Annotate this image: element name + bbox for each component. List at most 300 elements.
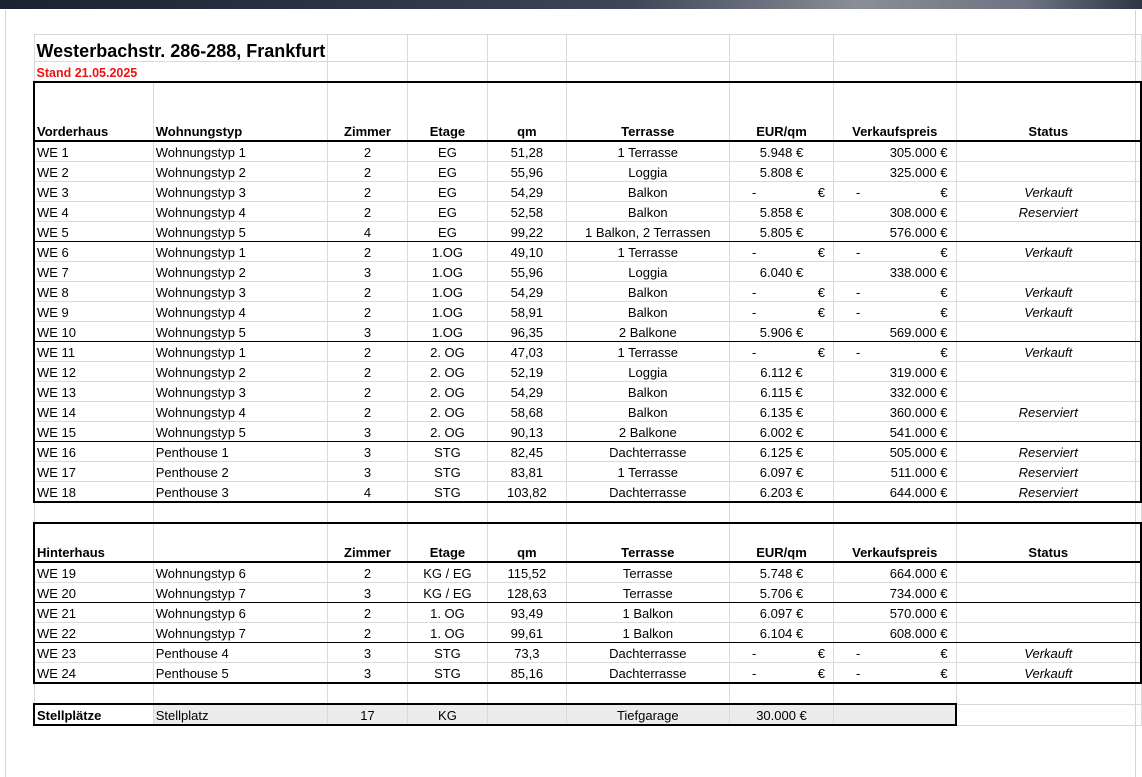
type-cell: Wohnungstyp 4 [153,402,328,422]
sale-price-cell-dash [836,646,954,662]
floor-cell: 1.OG [407,322,487,342]
status-cell [956,562,1141,583]
type-cell: Wohnungstyp 1 [153,242,328,262]
document-title: Westerbachstr. 286-288, Frankfurt [36,41,326,61]
rooms-cell: 4 [328,222,407,242]
dash-value: - [752,185,757,200]
terrace-header: Terrasse [566,523,729,562]
apartment-row [34,282,1141,302]
area-cell: 54,29 [488,382,566,402]
terrace-cell: Terrasse [566,562,729,583]
status-cell: Verkauft [956,282,1141,302]
apartment-row [34,482,1141,503]
status-cell [956,422,1141,442]
price-per-sqm-cell [730,302,834,322]
sale-price-cell-dash [836,305,954,321]
price-per-sqm-cell-dash [732,345,831,361]
currency-symbol: € [817,185,825,200]
terrace-cell: 1 Balkon [566,623,729,643]
floor-cell: STG [407,482,487,503]
type-cell: Penthouse 5 [153,663,328,684]
area-cell: 55,96 [488,262,566,282]
apartment-row [34,141,1141,162]
type-cell: Wohnungstyp 5 [153,322,328,342]
apartment-row [34,623,1141,643]
apartment-row [34,162,1141,182]
apartment-row [34,643,1141,663]
spacer-row [34,502,1141,523]
terrace-cell: 1 Terrasse [566,242,729,262]
floor-cell: 2. OG [407,362,487,382]
floor-cell: STG [407,663,487,684]
unit-cell: WE 23 [34,643,153,663]
price-per-sqm-cell-dash [732,646,831,662]
rooms-cell: 2 [328,302,407,322]
type-cell: Penthouse 1 [153,442,328,462]
rooms-cell: 3 [328,322,407,342]
status-cell [956,362,1141,382]
dash-value: - [855,345,861,360]
currency-symbol: € [940,185,948,200]
status-cell: Verkauft [956,643,1141,663]
unit-cell: WE 20 [34,583,153,603]
price-per-sqm-cell: 6.115 € [730,382,834,402]
apartment-row [34,182,1141,202]
terrace-cell: Loggia [566,362,729,382]
type-cell: Wohnungstyp 2 [153,362,328,382]
currency-symbol: € [940,285,948,300]
apartment-row [34,222,1141,242]
dash-value: - [855,305,861,320]
section-header: Vorderhaus [34,82,153,141]
currency-symbol: € [817,245,825,260]
status-cell: Reserviert [956,402,1141,422]
type-cell: Wohnungstyp 3 [153,282,328,302]
dash-value: - [752,646,757,661]
status-cell [956,141,1141,162]
terrace-cell: 2 Balkone [566,322,729,342]
rooms-cell: 2 [328,382,407,402]
floor-cell: KG / EG [407,562,487,583]
terrace-cell: Balkon [566,202,729,222]
type-cell: Wohnungstyp 2 [153,262,328,282]
spacer-row [34,683,1141,704]
floor-cell: 2. OG [407,402,487,422]
rooms-cell: 2 [328,603,407,623]
apartment-row [34,603,1141,623]
terrace-cell: Balkon [566,182,729,202]
unit-cell: WE 4 [34,202,153,222]
price-per-sqm-cell [730,242,834,262]
dash-value: - [855,245,861,260]
type-cell: Wohnungstyp 5 [153,222,328,242]
status-cell: Reserviert [956,462,1141,482]
sale-price-cell [833,182,956,202]
terrace-cell: Balkon [566,382,729,402]
stellplatz-empty [488,704,566,725]
sale-price-cell: 332.000 € [833,382,956,402]
sale-price-cell: 505.000 € [833,442,956,462]
price-per-sqm-cell: 6.097 € [730,603,834,623]
unit-cell: WE 3 [34,182,153,202]
type-cell: Wohnungstyp 2 [153,162,328,182]
area-cell: 73,3 [488,643,566,663]
price-per-sqm-cell: 6.135 € [730,402,834,422]
currency-symbol: € [940,666,948,681]
column-header-row [34,523,1141,562]
unit-cell: WE 18 [34,482,153,503]
dash-value: - [752,345,757,360]
price-per-sqm-cell: 5.805 € [730,222,834,242]
status-cell: Verkauft [956,242,1141,262]
rooms-header: Zimmer [328,82,407,141]
page-edge-left [5,10,6,777]
price-per-sqm-cell: 5.706 € [730,583,834,603]
rooms-cell: 2 [328,202,407,222]
apartment-row [34,382,1141,402]
unit-cell: WE 12 [34,362,153,382]
price-per-sqm-cell-dash [732,185,831,201]
status-cell: Verkauft [956,302,1141,322]
apartment-row [34,442,1141,462]
floor-cell: 1.OG [407,302,487,322]
apartment-row [34,302,1141,322]
rooms-cell: 3 [328,663,407,684]
sale-price-cell: 319.000 € [833,362,956,382]
status-cell [956,262,1141,282]
sale-price-cell: 338.000 € [833,262,956,282]
type-cell: Wohnungstyp 1 [153,342,328,362]
floor-cell: 1.OG [407,282,487,302]
stand-cell [34,62,328,83]
terrace-cell: 1 Terrasse [566,342,729,362]
status-cell [956,222,1141,242]
sale-price-cell [833,282,956,302]
sale-price-cell: 308.000 € [833,202,956,222]
price-per-sqm-cell [730,643,834,663]
section-header: Hinterhaus [34,523,153,562]
floor-cell: 2. OG [407,382,487,402]
type-cell: Wohnungstyp 7 [153,583,328,603]
rooms-cell: 2 [328,242,407,262]
sale-price-cell-dash [836,245,954,261]
price-per-sqm-cell: 6.097 € [730,462,834,482]
floor-cell: 2. OG [407,422,487,442]
type-cell: Penthouse 2 [153,462,328,482]
unit-cell: WE 2 [34,162,153,182]
sale-price-cell [833,643,956,663]
dash-value: - [855,285,861,300]
sale-price-header: Verkaufspreis [833,523,956,562]
column-header-row [34,82,1141,141]
dash-value: - [752,285,757,300]
price-per-sqm-header: EUR/qm [730,82,834,141]
status-cell: Verkauft [956,663,1141,684]
sale-price-cell: 325.000 € [833,162,956,182]
area-cell: 51,28 [488,141,566,162]
title-cell [34,35,328,62]
area-cell: 83,81 [488,462,566,482]
currency-symbol: € [940,345,948,360]
area-cell: 90,13 [488,422,566,442]
sale-price-cell: 608.000 € [833,623,956,643]
floor-cell: 1.OG [407,262,487,282]
floor-cell: EG [407,222,487,242]
sale-price-cell: 511.000 € [833,462,956,482]
status-cell [956,583,1141,603]
rooms-cell: 3 [328,462,407,482]
dash-value: - [855,666,861,681]
dash-value: - [855,646,861,661]
stand-date: Stand 21.05.2025 [36,66,138,80]
status-cell [956,382,1141,402]
floor-header: Etage [407,523,487,562]
area-cell: 54,29 [488,182,566,202]
sale-price-cell: 541.000 € [833,422,956,442]
status-cell [956,603,1141,623]
sale-price-cell: 644.000 € [833,482,956,503]
currency-symbol: € [817,345,825,360]
area-cell: 99,61 [488,623,566,643]
rooms-header: Zimmer [328,523,407,562]
terrace-cell: Terrasse [566,583,729,603]
floor-cell: EG [407,162,487,182]
type-cell: Wohnungstyp 7 [153,623,328,643]
currency-symbol: € [940,245,948,260]
sale-price-cell [833,242,956,262]
floor-cell: 1.OG [407,242,487,262]
area-cell: 85,16 [488,663,566,684]
apartment-row [34,342,1141,362]
type-cell: Wohnungstyp 5 [153,422,328,442]
unit-cell: WE 10 [34,322,153,342]
status-header: Status [956,523,1141,562]
rooms-cell: 2 [328,362,407,382]
price-per-sqm-cell: 5.748 € [730,562,834,583]
dash-value: - [752,666,757,681]
dash-value: - [752,245,757,260]
apartment-row [34,583,1141,603]
rooms-cell: 2 [328,282,407,302]
stellplatz-row [34,704,1141,725]
type-cell: Wohnungstyp 4 [153,202,328,222]
stellplatz-type: Stellplatz [153,704,328,725]
stellplatz-count: 17 [328,704,407,725]
type-header [153,523,328,562]
unit-cell: WE 11 [34,342,153,362]
unit-cell: WE 8 [34,282,153,302]
status-cell [956,162,1141,182]
rooms-cell: 2 [328,402,407,422]
area-cell: 82,45 [488,442,566,462]
area-cell: 58,91 [488,302,566,322]
type-cell: Wohnungstyp 1 [153,141,328,162]
stellplatz-price: 30.000 € [730,704,834,725]
apartment-row [34,362,1141,382]
terrace-cell: 2 Balkone [566,422,729,442]
price-per-sqm-cell [730,182,834,202]
sale-price-cell: 734.000 € [833,583,956,603]
rooms-cell: 3 [328,422,407,442]
window-top-band [0,0,1142,9]
apartment-row [34,202,1141,222]
area-cell: 52,58 [488,202,566,222]
sale-price-cell-dash [836,345,954,361]
apartment-row [34,663,1141,684]
apartment-row [34,462,1141,482]
stellplatz-kind: Tiefgarage [566,704,729,725]
unit-cell: WE 6 [34,242,153,262]
stellplatz-empty [833,704,956,725]
sale-price-cell: 576.000 € [833,222,956,242]
rooms-cell: 3 [328,583,407,603]
floor-cell: 2. OG [407,342,487,362]
stellplatz-floor: KG [407,704,487,725]
unit-cell: WE 16 [34,442,153,462]
sale-price-cell: 305.000 € [833,141,956,162]
rooms-cell: 4 [328,482,407,503]
type-cell: Wohnungstyp 6 [153,603,328,623]
terrace-header: Terrasse [566,82,729,141]
status-cell: Reserviert [956,442,1141,462]
terrace-cell: Loggia [566,162,729,182]
rooms-cell: 2 [328,342,407,362]
price-per-sqm-cell: 6.104 € [730,623,834,643]
unit-cell: WE 9 [34,302,153,322]
status-cell: Reserviert [956,482,1141,503]
floor-header: Etage [407,82,487,141]
unit-cell: WE 22 [34,623,153,643]
price-per-sqm-cell [730,663,834,684]
floor-cell: 1. OG [407,603,487,623]
area-cell: 55,96 [488,162,566,182]
rooms-cell: 2 [328,562,407,583]
terrace-cell: Loggia [566,262,729,282]
currency-symbol: € [817,646,825,661]
unit-cell: WE 21 [34,603,153,623]
area-cell: 49,10 [488,242,566,262]
status-cell: Verkauft [956,182,1141,202]
currency-symbol: € [940,305,948,320]
rooms-cell: 2 [328,623,407,643]
dash-value: - [855,185,861,200]
price-per-sqm-cell [730,282,834,302]
sale-price-cell-dash [836,185,954,201]
price-per-sqm-cell: 6.112 € [730,362,834,382]
area-cell: 52,19 [488,362,566,382]
rooms-cell: 2 [328,162,407,182]
terrace-cell: 1 Balkon [566,603,729,623]
floor-cell: 1. OG [407,623,487,643]
terrace-cell: 1 Terrasse [566,462,729,482]
unit-cell: WE 5 [34,222,153,242]
stand-row [34,62,1141,83]
price-per-sqm-cell: 6.203 € [730,482,834,503]
floor-cell: STG [407,643,487,663]
rooms-cell: 2 [328,141,407,162]
price-per-sqm-cell: 5.906 € [730,322,834,342]
type-cell: Wohnungstyp 3 [153,182,328,202]
terrace-cell: Dachterrasse [566,663,729,684]
terrace-cell: Balkon [566,282,729,302]
apartment-row [34,422,1141,442]
floor-cell: STG [407,462,487,482]
area-cell: 54,29 [488,282,566,302]
price-per-sqm-cell: 6.002 € [730,422,834,442]
currency-symbol: € [817,285,825,300]
price-per-sqm-cell: 6.125 € [730,442,834,462]
rooms-cell: 3 [328,643,407,663]
sale-price-header: Verkaufspreis [833,82,956,141]
currency-symbol: € [817,305,825,320]
dash-value: - [752,305,757,320]
stellplatz-label: Stellplätze [34,704,153,725]
terrace-cell: Dachterrasse [566,442,729,462]
price-per-sqm-cell-dash [732,285,831,301]
terrace-cell: Dachterrasse [566,643,729,663]
apartment-row [34,322,1141,342]
area-header: qm [488,82,566,141]
price-per-sqm-cell: 5.808 € [730,162,834,182]
price-per-sqm-cell-dash [732,305,831,321]
type-header: Wohnungstyp [153,82,328,141]
terrace-cell: 1 Balkon, 2 Terrassen [566,222,729,242]
unit-cell: WE 13 [34,382,153,402]
area-cell: 103,82 [488,482,566,503]
floor-cell: EG [407,182,487,202]
sale-price-cell-dash [836,666,954,682]
rooms-cell: 3 [328,262,407,282]
sale-price-cell: 569.000 € [833,322,956,342]
sale-price-cell: 664.000 € [833,562,956,583]
price-per-sqm-cell [730,342,834,362]
area-cell: 47,03 [488,342,566,362]
floor-cell: EG [407,202,487,222]
floor-cell: KG / EG [407,583,487,603]
terrace-cell: Balkon [566,302,729,322]
sale-price-cell [833,302,956,322]
area-cell: 115,52 [488,562,566,583]
sale-price-cell [833,663,956,684]
status-cell [956,623,1141,643]
unit-cell: WE 24 [34,663,153,684]
apartment-row [34,402,1141,422]
price-per-sqm-cell: 6.040 € [730,262,834,282]
terrace-cell: Dachterrasse [566,482,729,503]
status-cell [956,322,1141,342]
unit-cell: WE 14 [34,402,153,422]
sale-price-cell: 360.000 € [833,402,956,422]
title-row [34,35,1141,62]
type-cell: Wohnungstyp 3 [153,382,328,402]
rooms-cell: 3 [328,442,407,462]
terrace-cell: 1 Terrasse [566,141,729,162]
price-per-sqm-cell-dash [732,245,831,261]
floor-cell: STG [407,442,487,462]
currency-symbol: € [940,646,948,661]
type-cell: Wohnungstyp 4 [153,302,328,322]
sale-price-cell [833,342,956,362]
status-header: Status [956,82,1141,141]
price-per-sqm-cell: 5.858 € [730,202,834,222]
area-cell: 58,68 [488,402,566,422]
apartment-row [34,562,1141,583]
unit-cell: WE 1 [34,141,153,162]
apartment-row [34,262,1141,282]
floor-cell: EG [407,141,487,162]
terrace-cell: Balkon [566,402,729,422]
type-cell: Penthouse 3 [153,482,328,503]
